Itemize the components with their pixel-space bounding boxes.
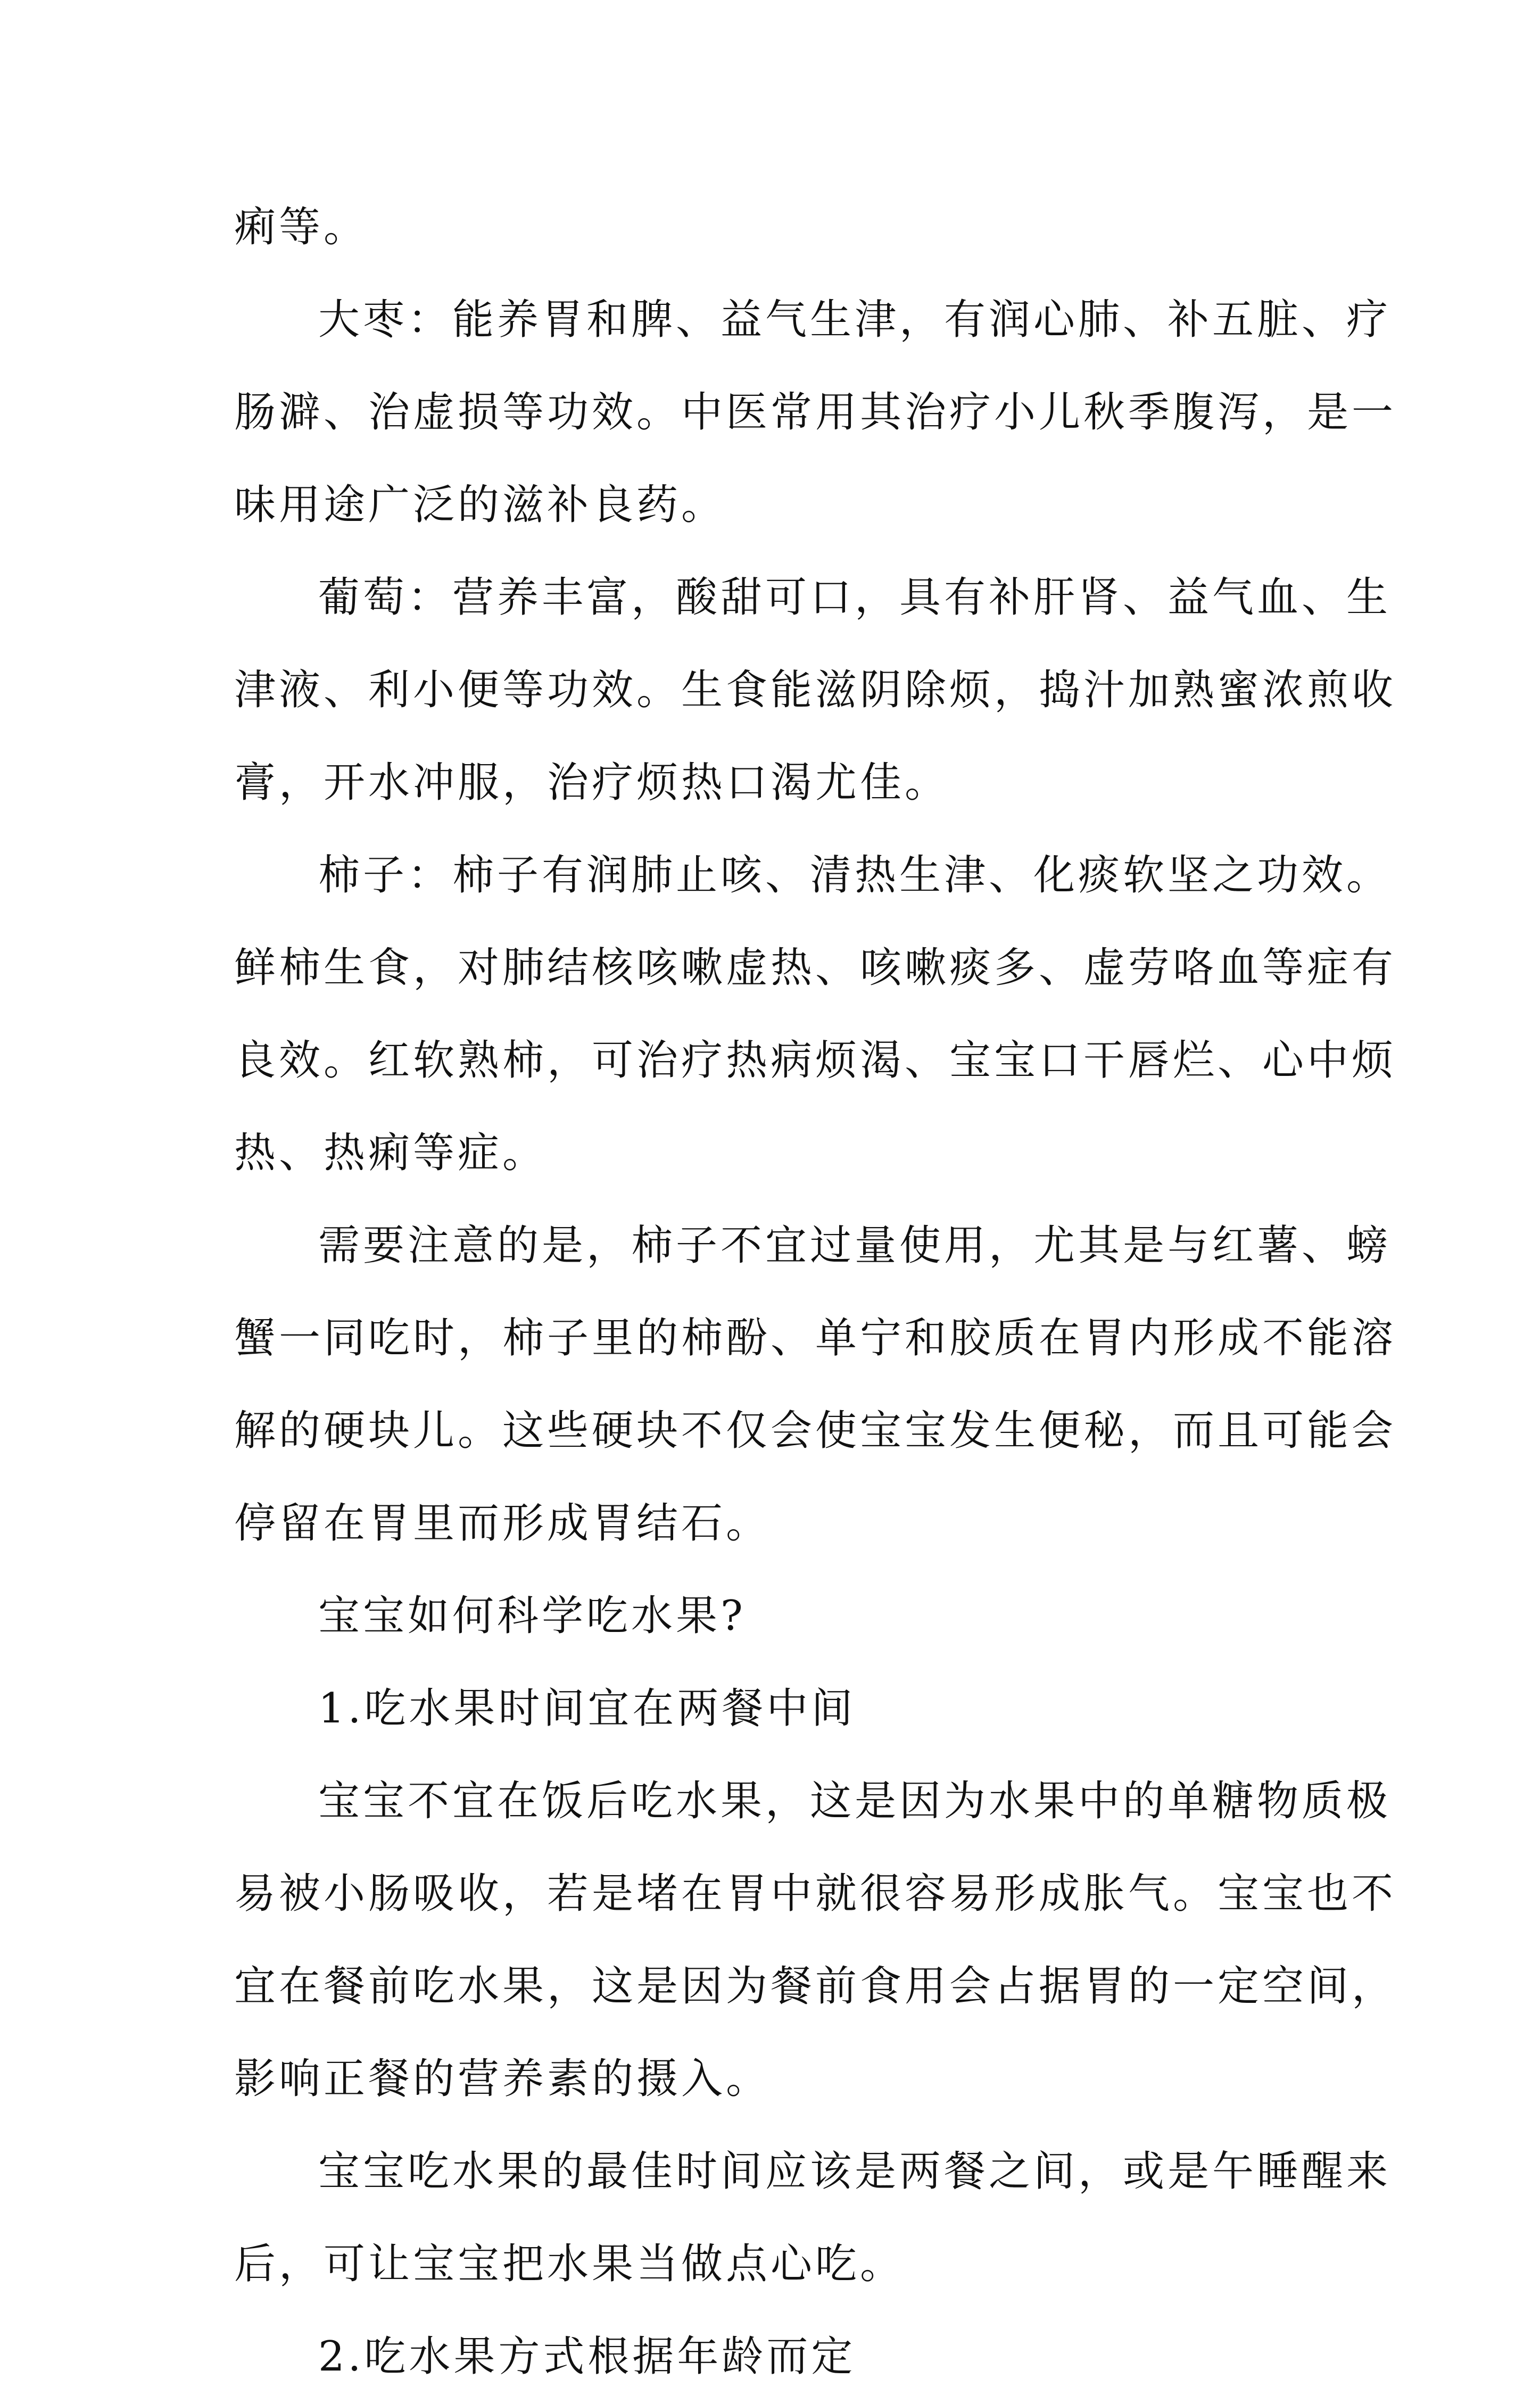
text-line: 1.吃水果时间宜在两餐中间: [318, 1685, 856, 1733]
text-line: 鲜柿生食，对肺结核咳嗽虚热、咳嗽痰多、虚劳咯血等症有: [234, 944, 1397, 992]
text-line: 良效。红软熟柿，可治疗热病烦渴、宝宝口干唇烂、心中烦: [234, 1037, 1397, 1084]
text-line: 影响正餐的营养素的摄入。: [234, 2055, 771, 2103]
text-line: 肠澼、治虚损等功效。中医常用其治疗小儿秋季腹泻，是一: [234, 388, 1397, 436]
text-line: 宝宝不宜在饭后吃水果，这是因为水果中的单糖物质极: [318, 1777, 1392, 1825]
text-line: 解的硬块儿。这些硬块不仅会使宝宝发生便秘，而且可能会: [234, 1407, 1397, 1455]
text-line: 后，可让宝宝把水果当做点心吃。: [234, 2240, 905, 2288]
text-line: 柿子：柿子有润肺止咳、清热生津、化痰软坚之功效。: [318, 851, 1392, 899]
text-line: 停留在胃里而形成胃结石。: [234, 1499, 771, 1547]
document-body: [234, 181, 1397, 2403]
text-line: 味用途广泛的滋补良药。: [234, 481, 726, 529]
text-line: 津液、利小便等功效。生食能滋阴除烦，捣汁加熟蜜浓煎收: [234, 666, 1397, 714]
text-line: 大枣：能养胃和脾、益气生津，有润心肺、补五脏、疗: [318, 296, 1392, 344]
text-line: 宜在餐前吃水果，这是因为餐前食用会占据胃的一定空间，: [234, 1962, 1397, 2010]
text-line: 热、热痢等症。: [234, 1129, 548, 1177]
text-line: 膏，开水冲服，治疗烦热口渴尤佳。: [234, 759, 950, 807]
text-line: 易被小肠吸收，若是堵在胃中就很容易形成胀气。宝宝也不: [234, 1870, 1397, 1918]
text-line: 葡萄：营养丰富，酸甜可口，具有补肝肾、益气血、生: [318, 574, 1392, 622]
text-line: 宝宝如何科学吃水果?: [318, 1592, 746, 1640]
text-line: 蟹一同吃时，柿子里的柿酚、单宁和胶质在胃内形成不能溶: [234, 1314, 1397, 1362]
text-line: 痢等。: [234, 203, 369, 251]
text-line: 2.吃水果方式根据年龄而定: [318, 2333, 856, 2381]
text-line: 需要注意的是，柿子不宜过量使用，尤其是与红薯、螃: [318, 1222, 1392, 1270]
text-line: 宝宝吃水果的最佳时间应该是两餐之间，或是午睡醒来: [318, 2148, 1392, 2195]
